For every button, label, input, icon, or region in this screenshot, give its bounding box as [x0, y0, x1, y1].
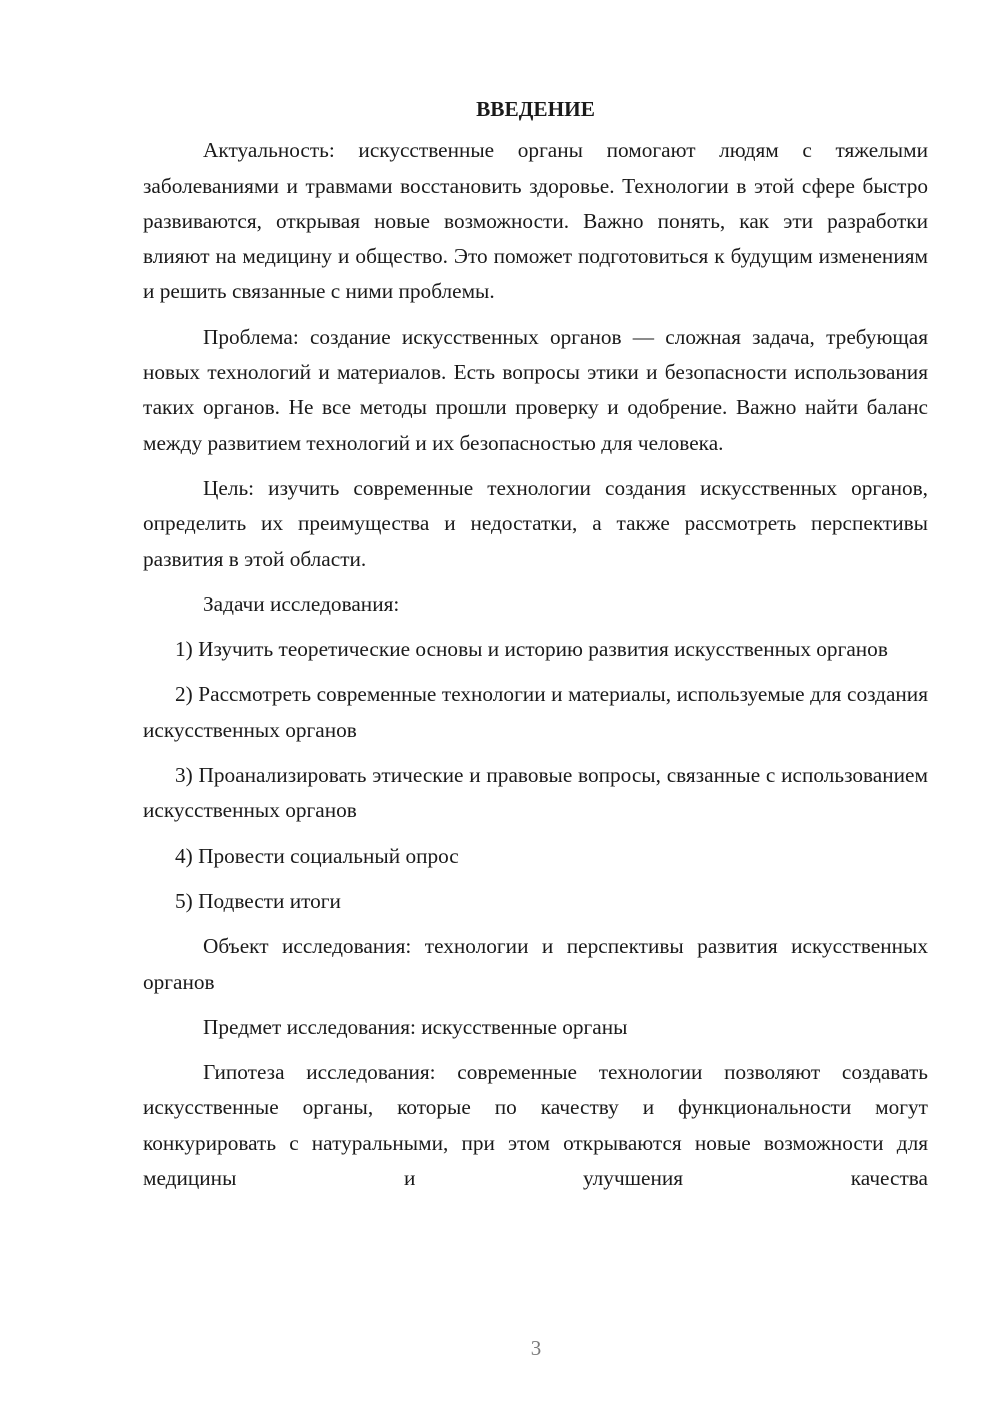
task-item: 2) Рассмотреть современные технологии и материалы, используемые для создания искусственных органов — [143, 682, 928, 742]
problem-paragraph: Проблема: создание искусственных органов — сложная задача, требующая новых технологий и материалов. Есть вопросы этики и безопасности использования таких органов. Не все методы прошли проверку и одобрение. Важно найти баланс между развитием технологий и их безопасностью для человека. — [143, 324, 928, 455]
object-paragraph: Объект исследования: технологии и перспективы развития искусственных органов — [143, 934, 928, 994]
task-item: 1) Изучить теоретические основы и историю развития искусственных органов — [175, 637, 888, 662]
hypothesis-paragraph: Гипотеза исследования: современные технологии позволяют создавать искусственные органы, которые по качеству и функциональности могут конкурировать с натуральными, при этом открываются новые возможности для медицины и улучшения качества — [143, 1060, 928, 1191]
section-heading: ВВЕДЕНИЕ — [476, 97, 595, 121]
tasks-title: Задачи исследования: — [203, 591, 400, 616]
task-item: 5) Подвести итоги — [175, 888, 341, 913]
task-item: 3) Проанализировать этические и правовые вопросы, связанные с использованием искусственных органов — [143, 763, 928, 823]
page-body — [143, 92, 928, 1206]
page-number: 3 — [530, 1336, 542, 1360]
task-item: 4) Провести социальный опрос — [175, 843, 459, 868]
goal-paragraph: Цель: изучить современные технологии создания искусственных органов, определить их преимущества и недостатки, а также рассмотреть перспективы развития в этой области. — [143, 475, 928, 571]
subject-paragraph: Предмет исследования: искусственные органы — [203, 1014, 628, 1039]
relevance-paragraph: Актуальность: искусственные органы помогают людям с тяжелыми заболеваниями и травмами восстановить здоровье. Технологии в этой сфере быстро развиваются, открывая новые возможности. Важно понять, как эти разработки влияют на медицину и общество. Это поможет подготовиться к будущим изменениям и решить связанные с ними проблемы. — [143, 138, 928, 304]
